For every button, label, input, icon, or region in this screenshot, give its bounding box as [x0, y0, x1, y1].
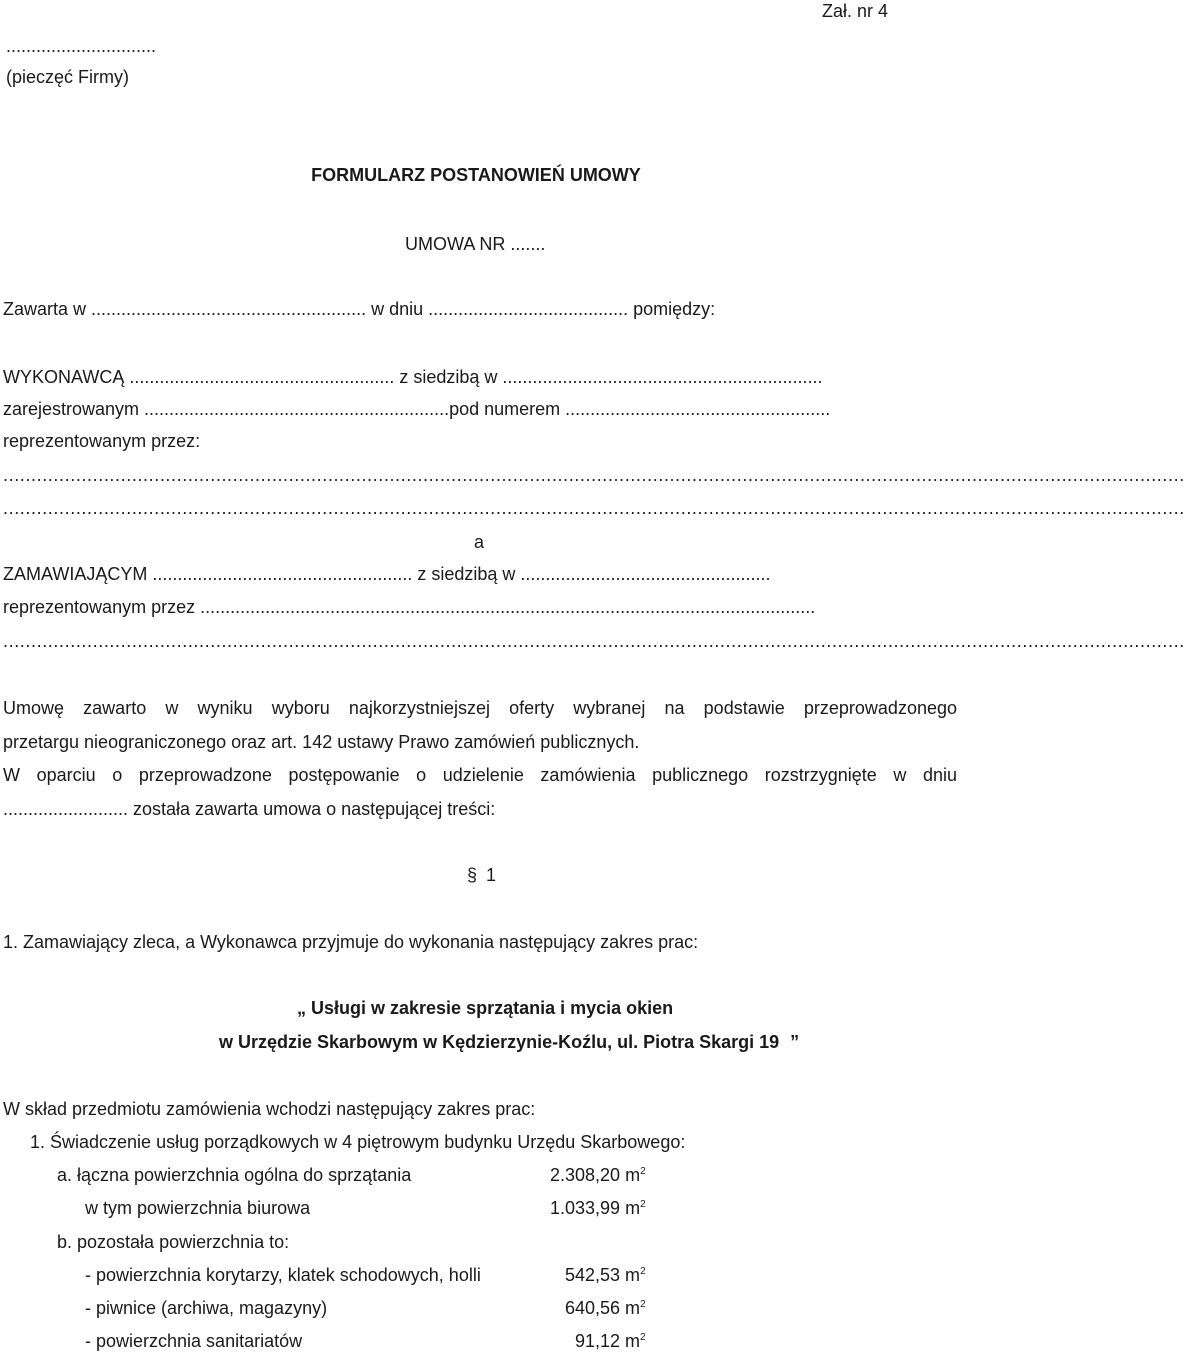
area-value-corridors-number: 542,53 m: [565, 1265, 641, 1285]
client-dots-1: ...................................................................................................................................................................................................................: [3, 631, 1185, 651]
para2-line-2: ......................... została zawarta umowa o następującej treści:: [3, 799, 496, 819]
area-value-corridors-exp: 2: [640, 1266, 646, 1277]
area-label-a: a. łączna powierzchnia ogólna do sprzątania: [57, 1165, 412, 1185]
section-number: 1: [486, 865, 497, 885]
area-label-sanitary: - powierzchnia sanitariatów: [85, 1331, 303, 1351]
attachment-label: Zał. nr 4: [822, 1, 889, 21]
para2-line-1: W oparciu o przeprowadzone postępowanie o udzielenie zamówienia publicznego rozstrzygnięte w dniu: [3, 765, 957, 785]
para1-line-1: Umowę zawarto w wyniku wyboru najkorzystniejszej oferty wybranej na podstawie przeprowadzonego: [3, 698, 957, 718]
contractor-line-1: WYKONAWCĄ ..................................................... z siedzibą w ................................................................: [3, 367, 823, 387]
seal-label: (pieczęć Firmy): [6, 67, 130, 87]
area-value-a: [550, 1164, 646, 1186]
area-label-office: w tym powierzchnia biurowa: [85, 1198, 311, 1218]
area-value-a-number: 2.308,20 m: [550, 1165, 641, 1185]
client-line-2: reprezentowanym przez ...........................................................................................................................: [3, 597, 816, 617]
contract-number: UMOWA NR .......: [405, 234, 546, 254]
para1-line-2: przetargu nieograniczonego oraz art. 142 ustawy Prawo zamówień publicznych.: [3, 732, 640, 752]
area-value-office-number: 1.033,99 m: [550, 1198, 641, 1218]
area-label-basements: - piwnice (archiwa, magazyny): [85, 1298, 328, 1318]
service-line-2: [219, 1031, 799, 1053]
client-line-1: ZAMAWIAJĄCYM .................................................... z siedzibą w ..................................................: [3, 564, 771, 584]
concluded-line: Zawarta w ....................................................... w dniu ........................................ pomiędzy:: [3, 299, 716, 319]
area-value-basements-number: 640,56 m: [565, 1298, 641, 1318]
area-value-basements-exp: 2: [640, 1299, 646, 1310]
area-value-office: [550, 1197, 646, 1219]
area-value-sanitary: [575, 1330, 646, 1352]
area-value-sanitary-number: 91,12 m: [575, 1331, 641, 1351]
scope-item-1: 1. Świadczenie usług porządkowych w 4 piętrowym budynku Urzędu Skarbowego:: [30, 1132, 686, 1152]
item-1: 1. Zamawiający zleca, a Wykonawca przyjmuje do wykonania następujący zakres prac:: [3, 932, 699, 952]
document-title: FORMULARZ POSTANOWIEŃ UMOWY: [311, 165, 641, 185]
area-value-a-exp: 2: [640, 1166, 646, 1177]
contractor-line-3: reprezentowanym przez:: [3, 431, 201, 451]
area-label-corridors: - powierzchnia korytarzy, klatek schodowych, holli: [85, 1265, 481, 1285]
service-closing-quote: ”: [790, 1032, 800, 1052]
scope-intro: W skład przedmiotu zamówienia wchodzi następujący zakres prac:: [3, 1099, 536, 1119]
section-heading: [467, 864, 496, 886]
service-line-1: „ Usługi w zakresie sprzątania i mycia okien: [297, 998, 674, 1018]
contractor-line-2: zarejestrowanym .............................................................pod numerem .....................................................: [3, 399, 831, 419]
area-value-sanitary-exp: 2: [640, 1332, 646, 1343]
area-value-office-exp: 2: [640, 1199, 646, 1210]
seal-dots: ..............................: [6, 36, 157, 56]
area-value-basements: [565, 1297, 646, 1319]
area-value-corridors: [565, 1264, 646, 1286]
service-line-2-text: w Urzędzie Skarbowym w Kędzierzynie-Koźlu, ul. Piotra Skargi 19: [219, 1032, 780, 1052]
contractor-dots-2: ...................................................................................................................................................................................................................: [3, 498, 1185, 518]
section-symbol: §: [467, 865, 478, 885]
area-label-b: b. pozostała powierzchnia to:: [57, 1232, 290, 1252]
contractor-dots-1: ...................................................................................................................................................................................................................: [3, 465, 1185, 485]
and-word: a: [474, 532, 485, 552]
